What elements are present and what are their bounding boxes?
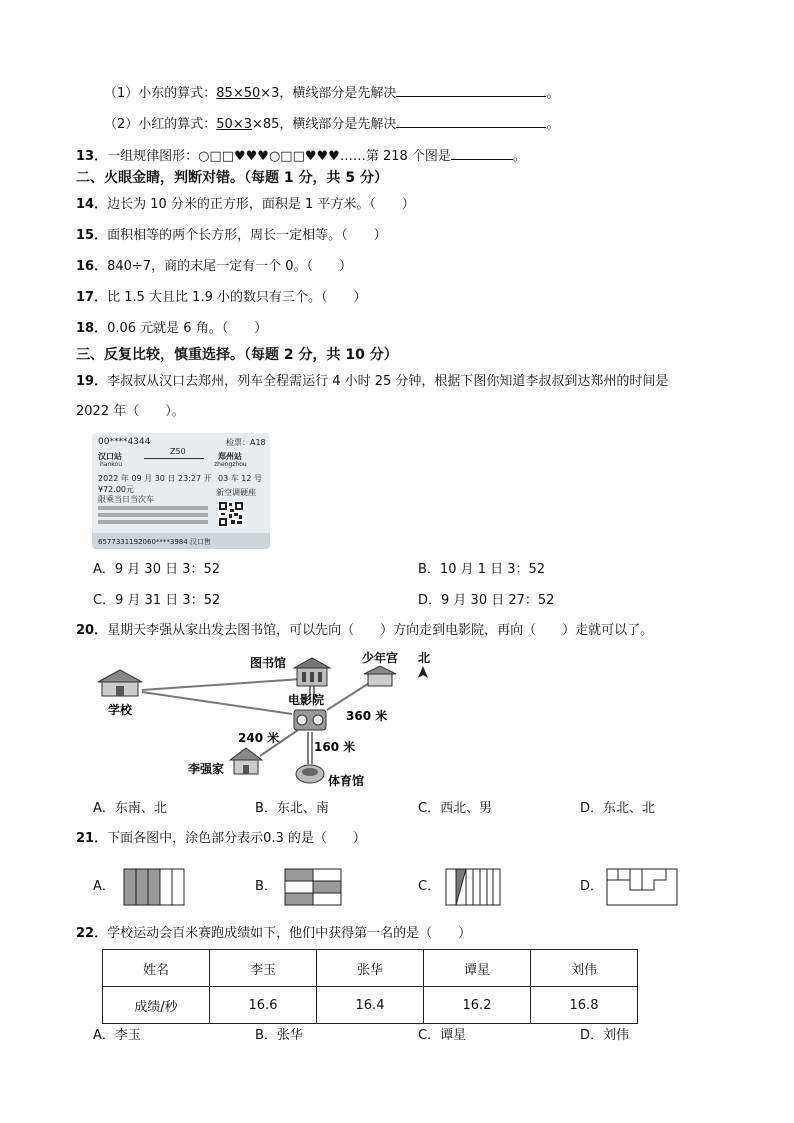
q12-sub2-rest: ×85，横线部分是先解决 [252,117,397,132]
table-cell: 16.8 [531,987,638,1024]
qr-code-icon [218,501,244,527]
q12-sub2-prefix: （2）小红的算式： [104,117,217,132]
q22-text: 学校运动会百米赛跑成绩如下，他们中获得第一名的是（ ） [107,926,472,941]
q22-option-a[interactable]: A．李玉 [93,1028,141,1043]
q14-number: 14． [76,197,108,212]
road-school-cinema [142,692,292,714]
q19-option-d[interactable]: D．9 月 30 日 27：52 [418,593,555,608]
direction-map [92,648,437,793]
ticket-to-pinyin: zhengzhou [214,461,247,468]
q18-text: 0.06 元就是 6 角。（ ） [107,321,268,336]
q12-sub1-underlined: 85×50 [216,86,261,101]
ticket-seat: 03 车 12 号 [218,474,262,483]
q18 [76,320,267,338]
q12-sub2-answer-blank[interactable] [396,113,546,128]
q21-figure-d[interactable] [606,868,678,906]
map-label-home: 李强家 [188,762,225,776]
q21-option-b-label[interactable]: B． [255,879,277,894]
ticket-check: 检票：A18 [226,438,266,447]
q13-end: 。 [512,149,526,164]
map-label-gym: 体育馆 [328,774,365,788]
table-cell: 16.6 [210,987,317,1024]
map-label-360m: 360 米 [346,709,388,723]
q14-text: 边长为 10 分米的正方形，面积是 1 平方米。（ ） [107,197,415,212]
ticket-from-pinyin: hankou [100,461,123,468]
q21 [76,830,366,848]
ticket-seat-type: 新空调硬座 [216,488,256,497]
section3-title: 三、反复比较，慎重选择。（每题 2 分，共 10 分） [76,347,398,363]
q21-number: 21． [76,831,108,846]
table-header-cell: 姓名 [103,950,210,987]
q12-sub1-answer-blank[interactable] [396,82,546,97]
q19-text: 李叔叔从汉口去郑州，列车全程需运行 4 小时 25 分钟，根据下图你知道李叔叔到达郑州的时间是 [107,374,669,389]
map-label-youth-palace: 少年宫 [362,651,399,665]
q12-sub1-prefix: （1）小东的算式： [104,86,217,101]
q21-option-a-label[interactable]: A． [93,879,115,894]
table-header-row [103,950,638,987]
ticket-footer: 6577331192060****3984 汉口售 [98,538,211,546]
q12-sub2-end: 。 [546,117,560,132]
ticket-to: 郑州站 [218,452,242,461]
q13 [76,145,526,166]
ticket-bar-3 [98,520,208,524]
train-ticket [92,433,270,549]
q22 [76,925,471,943]
q15-text: 面积相等的两个长方形，周长一定相等。（ ） [107,228,387,243]
table-header-cell: 李玉 [210,950,317,987]
q19-option-c[interactable]: C．9 月 31 日 3：52 [93,593,221,608]
q20-option-a[interactable]: A．东南、北 [93,801,167,816]
q17 [76,289,366,307]
q16 [76,258,352,276]
q12-sub1 [104,82,559,103]
map-label-240m: 240 米 [238,731,280,745]
road-cinema-youth [327,680,374,710]
youth-palace-icon [364,666,396,686]
q12-sub1-rest: ×3，横线部分是先解决 [260,86,397,101]
table-cell: 成绩/秒 [103,987,210,1024]
q19-number: 19． [76,374,108,389]
ticket-train: Z50 [170,447,186,456]
q12-sub2-underlined: 50×3 [216,117,252,132]
ticket-bar-2 [98,513,208,517]
q17-number: 17． [76,290,108,305]
north-arrow-icon [418,666,428,678]
q15 [76,227,387,245]
q16-text: 840÷7，商的末尾一定有一个 0。（ ） [107,259,352,274]
q12-sub1-end: 。 [546,86,560,101]
q13-text: 一组规律图形：○□□♥♥♥○□□♥♥♥……第 218 个图是 [107,149,451,164]
q22-option-d[interactable]: D．刘伟 [580,1028,630,1043]
cinema-icon [294,710,326,730]
q22-number: 22． [76,926,108,941]
q19-line2: 2022 年（ ）。 [76,404,185,419]
q18-number: 18． [76,321,108,336]
q21-text: 下面各图中，涂色部分表示0.3 的是（ ） [107,831,366,846]
q20-option-d[interactable]: D．东北、北 [580,801,656,816]
home-icon [230,748,262,774]
gym-icon [296,765,324,783]
q19-option-a[interactable]: A．9 月 30 日 3：52 [93,562,221,577]
score-table [102,949,638,1024]
table-row [103,987,638,1024]
table-header-cell: 刘伟 [531,950,638,987]
q21-option-d-label[interactable]: D． [580,879,604,894]
q16-number: 16． [76,259,108,274]
q15-number: 15． [76,228,108,243]
q20 [76,622,653,640]
q22-option-c[interactable]: C．谭星 [418,1028,467,1043]
q12-sub2 [104,113,559,134]
q17-text: 比 1.5 大且比 1.9 小的数只有三个。（ ） [107,290,367,305]
library-icon [294,658,330,686]
map-label-160m: 160 米 [314,740,356,754]
ticket-price: ¥72.00元 [98,485,134,494]
q19-line1 [76,373,668,391]
road-school-library [142,679,302,690]
q21-figure-c[interactable] [445,868,501,906]
q21-figure-a[interactable] [123,868,185,906]
ticket-arrow-line [144,458,204,459]
q13-number: 13． [76,149,108,164]
map-label-cinema: 电影院 [288,693,325,707]
ticket-note: 限乘当日当次车 [98,495,154,504]
q14 [76,196,415,214]
q22-option-b[interactable]: B．张华 [255,1028,303,1043]
school-icon [98,670,142,696]
q21-figure-b[interactable] [284,868,342,906]
section2-title: 二、火眼金睛，判断对错。（每题 1 分，共 5 分） [76,170,388,186]
table-header-cell: 谭星 [424,950,531,987]
q19-option-b[interactable]: B．10 月 1 日 3：52 [418,562,546,577]
table-cell: 16.4 [317,987,424,1024]
table-cell: 16.2 [424,987,531,1024]
q13-answer-blank[interactable] [451,145,513,160]
map-label-north: 北 [418,651,431,665]
ticket-datetime: 2022 年 09 月 30 日 23:27 开 [98,474,212,483]
q20-option-c[interactable]: C．西北、男 [418,801,493,816]
ticket-from: 汉口站 [98,452,122,461]
ticket-bar-1 [98,506,208,510]
q20-option-b[interactable]: B．东北、南 [255,801,329,816]
q20-number: 20． [76,623,108,638]
q20-text: 星期天李强从家出发去图书馆，可以先向（ ）方向走到电影院，再向（ ）走就可以了。 [107,623,654,638]
table-header-cell: 张华 [317,950,424,987]
ticket-serial: 00****4344 [98,437,151,447]
map-label-school: 学校 [108,703,133,717]
q21-option-c-label[interactable]: C． [418,879,441,894]
map-label-library: 图书馆 [250,656,287,670]
